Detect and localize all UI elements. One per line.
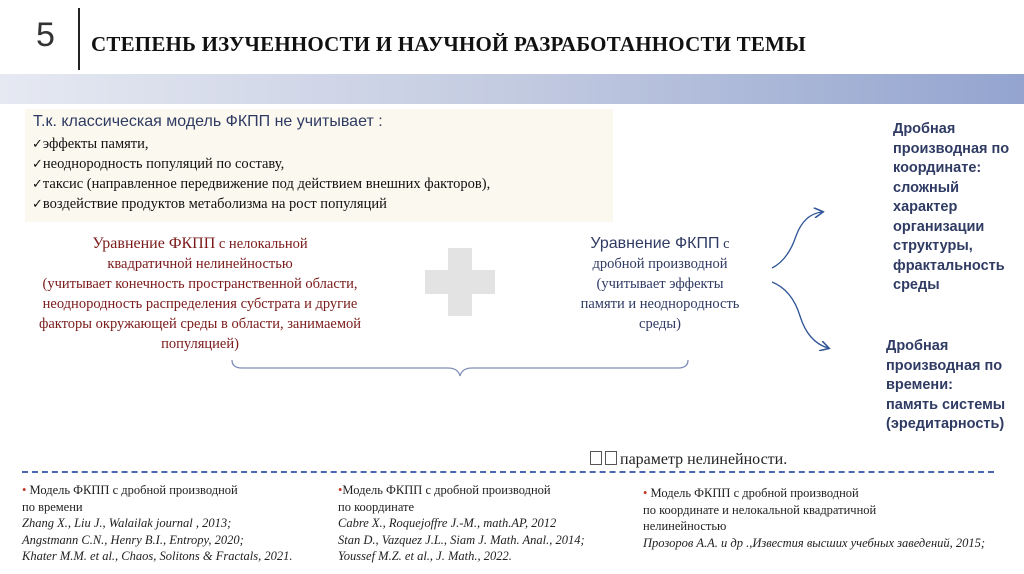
fractional-equation-title: Уравнение ФКПП xyxy=(590,235,720,252)
list-item: ✓воздействие продуктов метаболизма на рост популяций xyxy=(32,196,387,212)
list-item: ✓эффекты памяти, xyxy=(32,136,149,152)
bullet-icon: • xyxy=(643,486,651,500)
curly-brace-icon xyxy=(230,358,690,380)
header-banner xyxy=(0,74,1024,104)
reference-block-time: • Модель ФКПП с дробной производной по времени Zhang X., Liu J., Walailak journal , 2013; Angstmann C.N., Henry B.I., Entropy, 2020; Khater M.M. et al., Chaos, Solitons & Fractals, 2021. xyxy=(22,483,293,563)
limitations-heading: Т.к. классическая модель ФКПП не учитывает : xyxy=(33,113,383,130)
bullet-icon: • xyxy=(338,483,343,497)
title-divider xyxy=(78,8,80,70)
check-icon: ✓ xyxy=(32,197,43,212)
list-item: ✓таксис (направленное передвижение под действием внешних факторов), xyxy=(32,176,491,192)
arrow-down-icon xyxy=(772,282,828,348)
plus-icon-vertical xyxy=(448,248,472,316)
reference-block-coordinate: •Модель ФКПП с дробной производной по координате Cabre X., Roquejoffre J.-M., math.AP, 2012 Stan D., Vazquez J.L., Siam J. Math. Anal., 2014; Youssef M.Z. et al., J. Math., 2022. xyxy=(338,483,585,563)
side-note-coordinate: Дробная производная по координате: сложный характер организации структуры, фрактальность среды xyxy=(893,121,1010,293)
arrow-up-icon xyxy=(772,212,822,268)
slide-number: 5 xyxy=(36,16,55,54)
dashed-divider xyxy=(22,471,994,473)
slide-title: СТЕПЕНЬ ИЗУЧЕННОСТИ И НАУЧНОЙ РАЗРАБОТАННОСТИ ТЕМЫ xyxy=(91,32,806,56)
check-icon: ✓ xyxy=(32,157,43,172)
side-note-time: Дробная производная по времени: память системы (эредитарность) xyxy=(886,338,1006,432)
bullet-icon: • xyxy=(22,483,30,497)
limitations-list xyxy=(32,134,490,214)
check-icon: ✓ xyxy=(32,137,43,152)
parameter-note: параметр нелинейности. xyxy=(590,451,787,469)
reference-block-nonlocal: • Модель ФКПП с дробной производной по координате и нелокальной квадратичной нелинейностью Прозоров А.А. и др .,Известия высших учебных заведений, 2015; xyxy=(643,486,986,550)
check-icon: ✓ xyxy=(32,177,43,192)
list-item: ✓неоднородность популяций по составу, xyxy=(32,156,285,172)
placeholder-box-icon xyxy=(590,451,602,465)
fractional-equation-text: Уравнение ФКПП с дробной производной (учитывает эффекты памяти и неоднородность среды) xyxy=(580,235,740,332)
branch-arrows xyxy=(770,200,840,360)
nonlocal-equation-text: Уравнение ФКПП с нелокальной квадратичной нелинейностью (учитывает конечность пространственной области, неоднородность распределения субстрата и другие факторы окружающей среды в области, занимаемой популяцией) xyxy=(38,235,362,352)
placeholder-box-icon xyxy=(605,451,617,465)
nonlocal-equation-title: Уравнение ФКПП xyxy=(92,235,216,252)
